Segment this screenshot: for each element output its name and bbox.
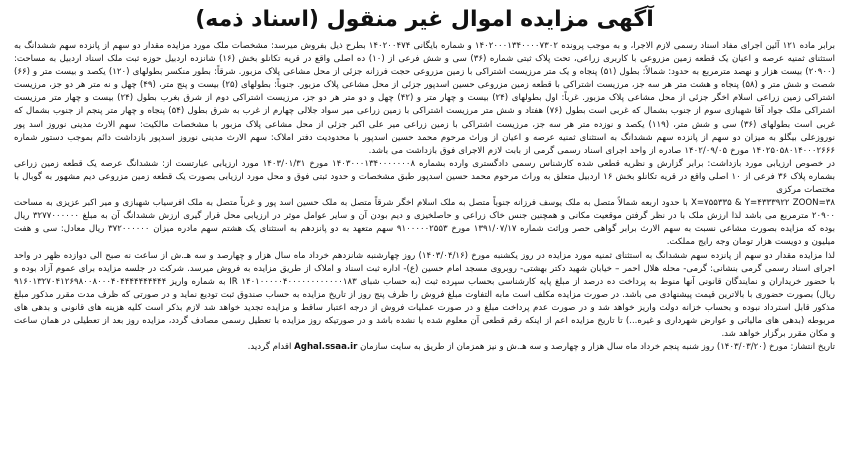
footer-ending: اقدام گردید. [247,342,292,353]
publication-date-text: تاریخ انتشار: مورخ (۱۴۰۳/۰۳/۲۰) روز شنبه پنجم خرداد ماه سال هزار و چهارصد و سه هـ.ش و نیز همزمان از طریق به سایت سازمان [360,342,835,353]
notice-body [14,40,835,341]
notice-paragraph-coordinates: X=۷۵۵۳۳۵ & Y=۴۳۳۳۹۲۲ ZOON=۳۸ با حدود اربعه شمالاً متصل به ملک یوسف فرزانه جنوباً متصل به ملک اسلام اخگر شرقاً متصل به ملک حسین اسد پور و غرباً متصل به ملک افرسیاب شهبازی و میر اکبر عزیزی به مساحت ۲۰۹۰۰ مترمربع می باشد لذا ارزش ملک با در نظر گرفتن موقعیت مکانی و همچنین جنس خاک زراعی و حاصلخیزی و دیم بودن آن و سایر عوامل موثر در ارزیابی محل قرار گیری ارزش ششدانگ آن به مبلغ ۳۲۷۷۰۰۰۰۰۰ ریال بوده که مزایده بصورت مشاعی نسبت به سهم الارث برابر گواهی حصر وراثت شماره ۱۳۹۱/۰۷/۱۷ مورخ ۹۱۰۰۰۰۰۲۵۵۳ سهم متعهد به دو پانزدهم به استثنای یک هشتم سهم مادره میزان ۳۷۲۰۰۰۰۰۰ ریال معادل: سی و هفت میلیون و دویست هزار تومان وجه رایج مملکت. [14,198,836,248]
notice-paragraph-property: برابر ماده ۱۲۱ آئین اجرای مفاد اسناد رسمی لازم الاجرا، و به موجب پرونده ۱۴۰۲۰۰۰۱۳۴۰۰۰۰۷۳۰۲ و شماره بایگانی ۱۴۰۲۰۰۴۷۴ بطرح ذیل بفروش میرسد: مشخصات ملک مورد مزایده مقدار دو سهم از پانزده سهم ششدانگ به استثنای ثمنیه عرصه و اعیان یک قطعه زمین مزروعی با کاربری زراعی، تحت پلاک ثبتی شماره (۳۶) سی و شش فرعی از (۱۰) ده اصلی واقع در قریه تکانلو بخش (۱۶) شانزده اردبیل حوزه ثبت ملک اسناد اردبیل به مساحت: (۲۰۹۰۰) بیست هزار و نهصد مترمربع به حدود: شمالاً: بطول (۵۱) پنجاه و یک متر مرزیست اشتراکی با زمین مزروعی حجت فرزانه جزئی از محل مشاعی پلاک مزبور. شرقاً: بطور منکسر بطولهای (۱۲۰) یکصد و بیست متر و (۶۶) شصت و شش متر و (۵۸) پنجاه و هشت متر هر سه جز، مرزیست اشتراکی با قطعه زمین مزروعی حسین اسدپور جزئی از محل مشاعی پلاک مزبور. جنوباً: بطولهای (۲۵) بیست و پنج متر، (۴۹) چهل و نه متر هر دو جز، مرزیست اشتراکی زمین زراعی اسلام اخگر جزئی از محل مشاعی پلاک مزبور. غرباً: اول بطولهای (۲۴) بیست و چهار متر و (۴۲) چهل و دو متر هر دو جز، مرزیست اشتراکی دوم از شرق بغرب بطول (۲۴) بیست و چهار متر مرزیست اشتراکی ملک جواد آقا شهبازی سوم از جنوب بشمال که غربی است بطول (۷۶) هفتاد و شش متر مرزیست اشتراکی با زمین زراعی میر سواد جلالی چهارم از غرب به شرق بطول (۵۴) پنجاه و چهار متر پنجم از جنوب بشمال که غربی است بطولهای (۳۶) سی و شش متر، (۱۱۹) یکصد و نوزده متر هر سه جز، مرزیست اشتراکی با زمین زراعی میر علی اکبر جزئی از محل مشاعی پلاک مزبور با مشخصات مالکیت: سهم الارث مدینی نوروز اسد پور نوروزعلی بیگلو به میزان دو سهم از پانزده سهم ششدانگ به استثنای ثمنیه عرصه و اعیان از وراث مرحوم محمد حسین اسدپور با محدودیت دفتر املاک: سهم الارث مدینی نوروز اسدپور بازداشت دائم بموجب دستور شماره ۱۴۰۲۵۰۵۸۰۱۴۰۰۰۲۶۶۶ مورخ ۱۴۰۲/۰۹/۰۵ صادره از واحد اجرای اسناد رسمی گرمی از بابت لازم الاجرای فوق بازداشت می باشد. [14,41,836,156]
notice-footer [14,341,835,354]
notice-title: آگهی مزایده اموال غیر منقول (اسناد ذمه) [195,7,654,32]
organization-website: Aghal.ssaa.ir [294,342,358,353]
notice-paragraph-auction-terms: لذا مزایده مقدار دو سهم از پانزده سهم ششدانگ به استثنای ثمنیه مورد مزایده در روز یکشنبه مورخ (۱۴۰۳/۰۴/۱۶) روز چهارشنبه شانزدهم خرداد ماه سال هزار و چهارصد و سه هـ.ش از ساعت نه صبح الی دوازده ظهر در واحد اجرای اسناد رسمی گرمی بنشانی: گرمی- محله هلال احمر – خیابان شهید دکتر بهشتی- روبروی مسجد امام حسین (ع)- اداره ثبت اسناد و املاک از طریق مزایده به فروش میرسد. شرکت در جلسه مزایده برای عموم آزاد بوده و با حضور خریداران و نمایندگان قانونی آنها منوط به پرداخت ده درصد از مبلغ پایه کارشناسی بحساب سپرده ثبت (به حساب شبای IR ۱۴۰۱۰۰۰۰۰۴۰۰۰۰۰۰۰۰۰۰۰۰۱۸۳ به شماره واریز ۹۱۶۰۱۳۲۷۰۴۱۲۶۹۸۰۰۸۰۰۰۴۰۴۴۴۴۴۴۴۴۴۴ ریال) بصورت حضوری با بالاترین قیمت پیشنهادی می باشد. در صورت مزایده مکلف است مابه التفاوت مبلغ فروش را ظرف پنج روز از تاریخ مزایده به حساب صندوق ثبت تودیع نماید و در صورتی که ظرف مدت مقرر مذکور مبلغ مذکور قابل استرداد نبوده و بحساب خزانه دولت واریز خواهد شد و در صورت عدم پرداخت مبلغ و در صورت عملیات فروش از درجه اعتبار ساقط و مزایده تجدید خواهد شد لازم بذکر است کلیه هزینه های قانونی و بدهی های مربوطه (بدهی های مالیاتی و عوارض شهرداری و غیره...) تا تاریخ مزایده اعم از اینکه رقم قطعی آن معلوم شده یا نشده باشد و در صورتیکه روز مزایده با تعطیل رسمی مصادف گردد، مزایده روز بعد از تعطیلی در همان ساعت و مکان مقرر برگزار خواهد شد. [14,250,836,340]
notice-paragraph-appraisal: در خصوص ارزیابی مورد بازداشت: برابر گزارش و نظریه قطعی شده کارشناس رسمی دادگستری وارده بشماره ۱۴۰۳۰۰۰۱۳۴۰۰۰۰۰۰۰۸ مورخ ۱۴۰۳/۰۱/۳۱ مورد ارزیابی عبارتست از: ششدانگ عرصه یک قطعه زمین زراعی بشماره پلاک ۳۶ فرعی از ۱۰ اصلی واقع در قریه تکانلو بخش ۱۶ اردبیل متعلق به وراث مرحوم محمد حسین اسدپور طبق مشخصات و حدود ثبتی فوق و محل مورد ارزیابی بصورت یک قطعه زمین مزروعی دیم مشهور به گوبال با مختصات مرکزی [14,158,835,196]
